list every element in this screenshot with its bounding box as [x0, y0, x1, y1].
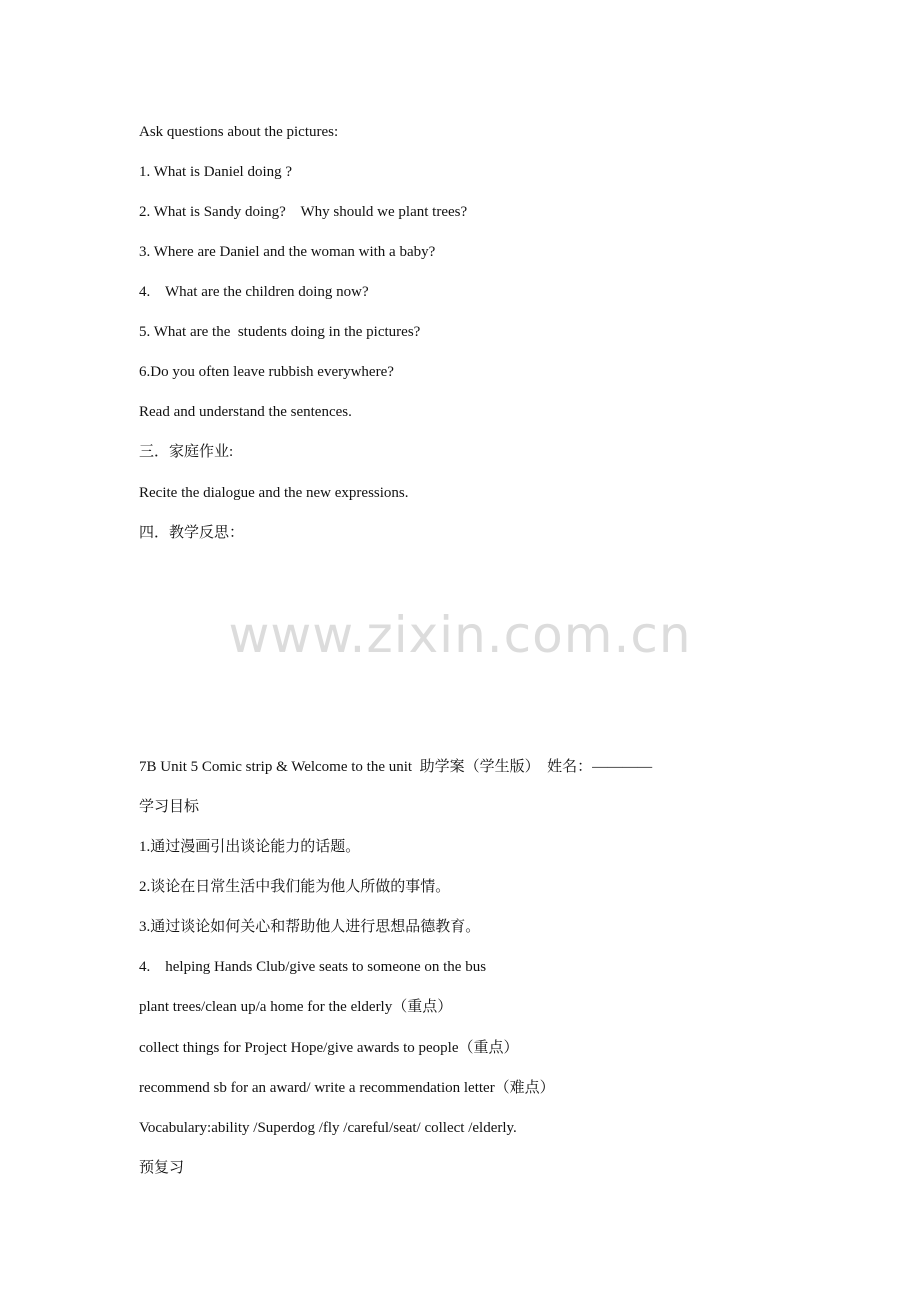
reflection-heading: 四．教学反思： [139, 525, 245, 541]
question-4: 4. What are the children doing now? [139, 284, 369, 300]
question-1: 1. What is Daniel doing ? [139, 164, 293, 180]
vocabulary-line: Vocabulary:ability /Superdog /fly /careful/seat/ collect /elderly. [139, 1120, 517, 1136]
question-6: 6.Do you often leave rubbish everywhere? [139, 364, 394, 380]
phrase-line-2: collect things for Project Hope/give awards to people（重点） [139, 1040, 519, 1056]
guide-title: 7B Unit 5 Comic strip & Welcome to the unit 助学案（学生版） 姓名：———— [139, 759, 653, 775]
watermark: www.zixin.com.cn [228, 606, 692, 664]
read-instruction: Read and understand the sentences. [139, 404, 352, 420]
homework-text: Recite the dialogue and the new expressions. [139, 485, 409, 501]
objective-4: 4. helping Hands Club/give seats to someone on the bus [139, 959, 487, 975]
phrase-line-3: recommend sb for an award/ write a recommendation letter（难点） [139, 1080, 555, 1096]
question-5: 5. What are the students doing in the pictures? [139, 324, 421, 340]
objective-2: 2.谈论在日常生活中我们能为他人所做的事情。 [139, 879, 451, 895]
phrase-line-1: plant trees/clean up/a home for the elderly（重点） [139, 999, 453, 1015]
question-2: 2. What is Sandy doing? Why should we plant trees? [139, 204, 468, 220]
question-3: 3. Where are Daniel and the woman with a baby? [139, 244, 436, 260]
questions-heading: Ask questions about the pictures: [139, 124, 339, 140]
objective-3: 3.通过谈论如何关心和帮助他人进行思想品德教育。 [139, 919, 481, 935]
preview-heading: 预复习 [139, 1160, 185, 1176]
objective-1: 1.通过漫画引出谈论能力的话题。 [139, 839, 361, 855]
homework-heading: 三．家庭作业: [139, 444, 234, 460]
objectives-heading: 学习目标 [139, 799, 200, 815]
